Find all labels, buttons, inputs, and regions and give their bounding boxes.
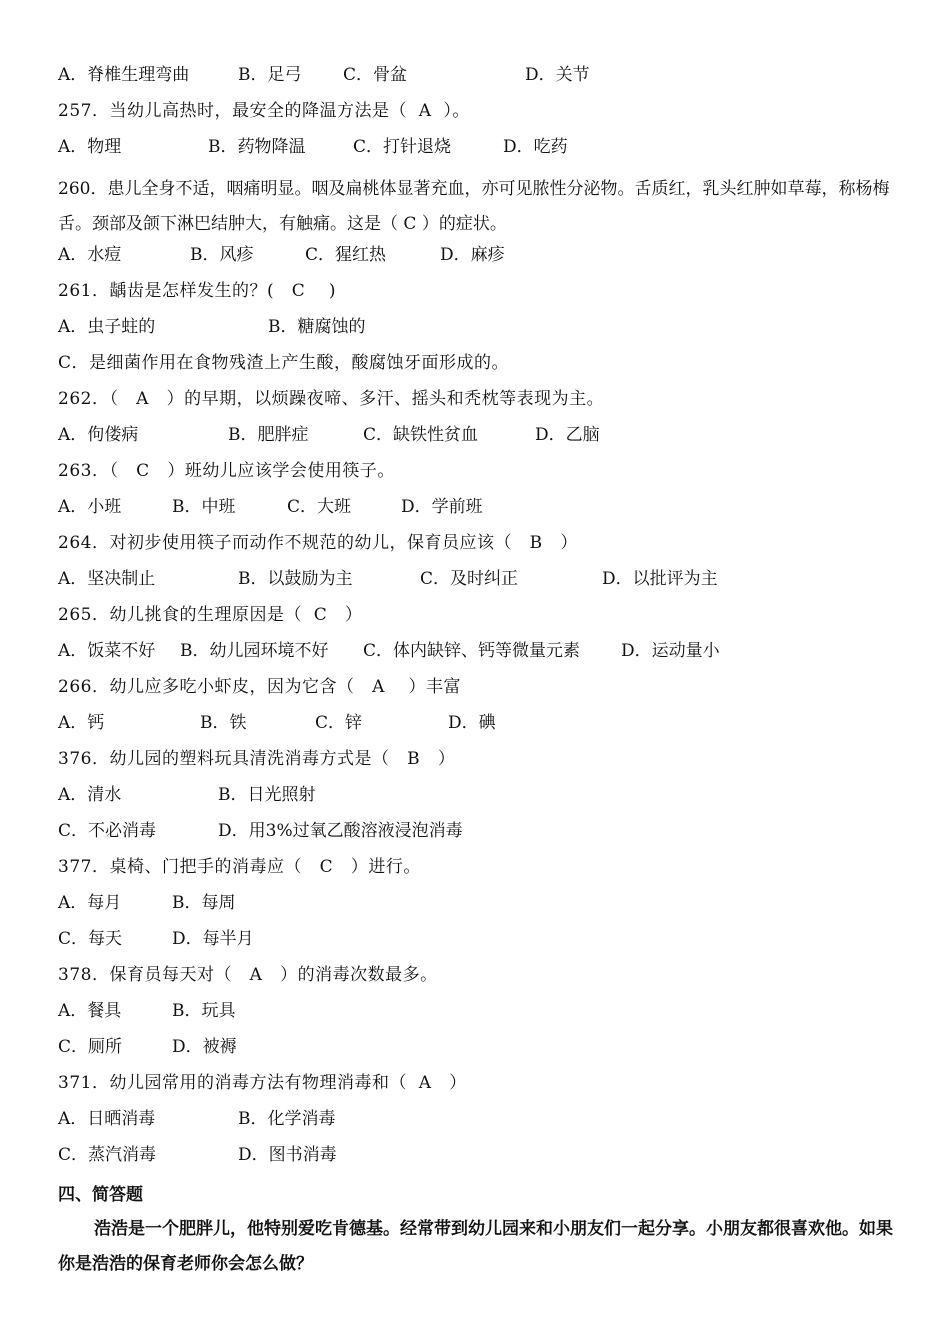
- option-item: A．佝偻病: [58, 425, 139, 445]
- option-row: [58, 712, 496, 734]
- option-item: B．化学消毒: [238, 1109, 336, 1129]
- option-item: A．清水: [58, 785, 122, 805]
- option-item: A．坚决制止: [58, 569, 156, 589]
- question-text: 266．幼儿应多吃小虾皮，因为它含（ A ）丰富: [58, 677, 462, 697]
- option-item: D．每半月: [172, 929, 254, 949]
- option-item: C．及时纠正: [420, 569, 519, 589]
- option-item: B．药物降温: [208, 137, 306, 157]
- section-title: 四、简答题: [58, 1185, 143, 1205]
- option-item: D．图书消毒: [238, 1145, 337, 1165]
- option-item: D．被褥: [172, 1037, 237, 1057]
- option-item: A．小班: [58, 497, 122, 517]
- option-row: [58, 640, 720, 662]
- option-item: C．体内缺锌、钙等微量元素: [363, 641, 581, 661]
- question-text: 257．当幼儿高热时，最安全的降温方法是（ A ）。: [58, 101, 470, 121]
- option-item: A．日晒消毒: [58, 1109, 156, 1129]
- option-item: D．麻疹: [440, 245, 505, 265]
- option-item: C．大班: [287, 497, 352, 517]
- option-item: C．不必消毒: [58, 821, 157, 841]
- option-item: D．以批评为主: [602, 569, 718, 589]
- option-item: D．碘: [448, 713, 496, 733]
- option-item: D．乙脑: [535, 425, 600, 445]
- option-row: [58, 1000, 236, 1022]
- option-row: [58, 820, 463, 842]
- option-item: B．风疹: [190, 245, 254, 265]
- question-text: 262．（ A ）的早期，以烦躁夜啼、多汗、摇头和秃枕等表现为主。: [58, 389, 605, 409]
- question-text: 263．（ C ）班幼儿应该学会使用筷子。: [58, 461, 395, 481]
- question-text: C．是细菌作用在食物残渣上产生酸，酸腐蚀牙面形成的。: [58, 353, 510, 373]
- option-item: C．蒸汽消毒: [58, 1145, 157, 1165]
- option-row: [58, 784, 316, 806]
- question-text: 261．龋齿是怎样发生的？( C ): [58, 281, 337, 301]
- option-row: [58, 136, 568, 158]
- option-item: D．学前班: [401, 497, 483, 517]
- option-item: C．猩红热: [305, 245, 387, 265]
- option-item: B．玩具: [172, 1001, 236, 1021]
- option-row: [58, 64, 590, 86]
- question-text: 371．幼儿园常用的消毒方法有物理消毒和（ A ）: [58, 1073, 467, 1093]
- option-row: [58, 1036, 237, 1058]
- option-item: A．物理: [58, 137, 122, 157]
- option-item: A．虫子蛀的: [58, 317, 156, 337]
- option-row: [58, 496, 483, 518]
- option-item: D．吃药: [503, 137, 568, 157]
- option-item: C．打针退烧: [353, 137, 452, 157]
- option-row: [58, 892, 236, 914]
- option-item: B．以鼓励为主: [238, 569, 353, 589]
- question-text: 376．幼儿园的塑料玩具清洗消毒方式是（ B ）: [58, 749, 456, 769]
- option-item: C．锌: [315, 713, 363, 733]
- essay-question: 浩浩是一个肥胖儿，他特别爱吃肯德基。经常带到幼儿园来和小朋友们一起分享。小朋友都很喜欢他。如果你是浩浩的保育老师你会怎么做？: [58, 1219, 893, 1274]
- option-row: [58, 1108, 336, 1130]
- question-text: 265．幼儿挑食的生理原因是（ C ）: [58, 605, 363, 625]
- option-row: [58, 568, 718, 590]
- option-item: B．幼儿园环境不好: [180, 641, 329, 661]
- question-text: 264．对初步使用筷子而动作不规范的幼儿，保育员应该（ B ）: [58, 533, 578, 553]
- option-row: [58, 244, 505, 266]
- option-row: [58, 928, 254, 950]
- question-text: 260．患儿全身不适，咽痛明显。咽及扁桃体显著充血，亦可见脓性分泌物。舌质红，乳头红肿如草莓，称杨梅舌。颈部及颌下淋巴结肿大，有触痛。这是（ C ）的症状。: [58, 179, 890, 234]
- option-item: C．骨盆: [343, 65, 408, 85]
- option-item: D．用3%过氧乙酸溶液浸泡消毒: [218, 821, 463, 841]
- option-item: B．糖腐蚀的: [268, 317, 366, 337]
- option-item: B．足弓: [238, 65, 302, 85]
- option-item: C．缺铁性贫血: [363, 425, 479, 445]
- option-item: A．水痘: [58, 245, 122, 265]
- option-item: A．餐具: [58, 1001, 122, 1021]
- question-text: 377．桌椅、门把手的消毒应（ C ）进行。: [58, 857, 421, 877]
- option-item: D．关节: [525, 65, 590, 85]
- option-item: B．中班: [172, 497, 236, 517]
- option-row: [58, 1144, 337, 1166]
- option-item: B．每周: [172, 893, 236, 913]
- question-text: 378．保育员每天对（ A ）的消毒次数最多。: [58, 965, 438, 985]
- option-item: B．铁: [200, 713, 247, 733]
- option-item: D．运动量小: [621, 641, 720, 661]
- option-row: [58, 316, 366, 338]
- option-item: A．钙: [58, 713, 105, 733]
- option-item: A．每月: [58, 893, 122, 913]
- option-item: A．饭菜不好: [58, 641, 156, 661]
- option-item: A．脊椎生理弯曲: [58, 65, 190, 85]
- option-item: B．肥胖症: [228, 425, 309, 445]
- option-item: C．厕所: [58, 1037, 123, 1057]
- option-row: [58, 424, 600, 446]
- option-item: C．每天: [58, 929, 123, 949]
- option-item: B．日光照射: [218, 785, 316, 805]
